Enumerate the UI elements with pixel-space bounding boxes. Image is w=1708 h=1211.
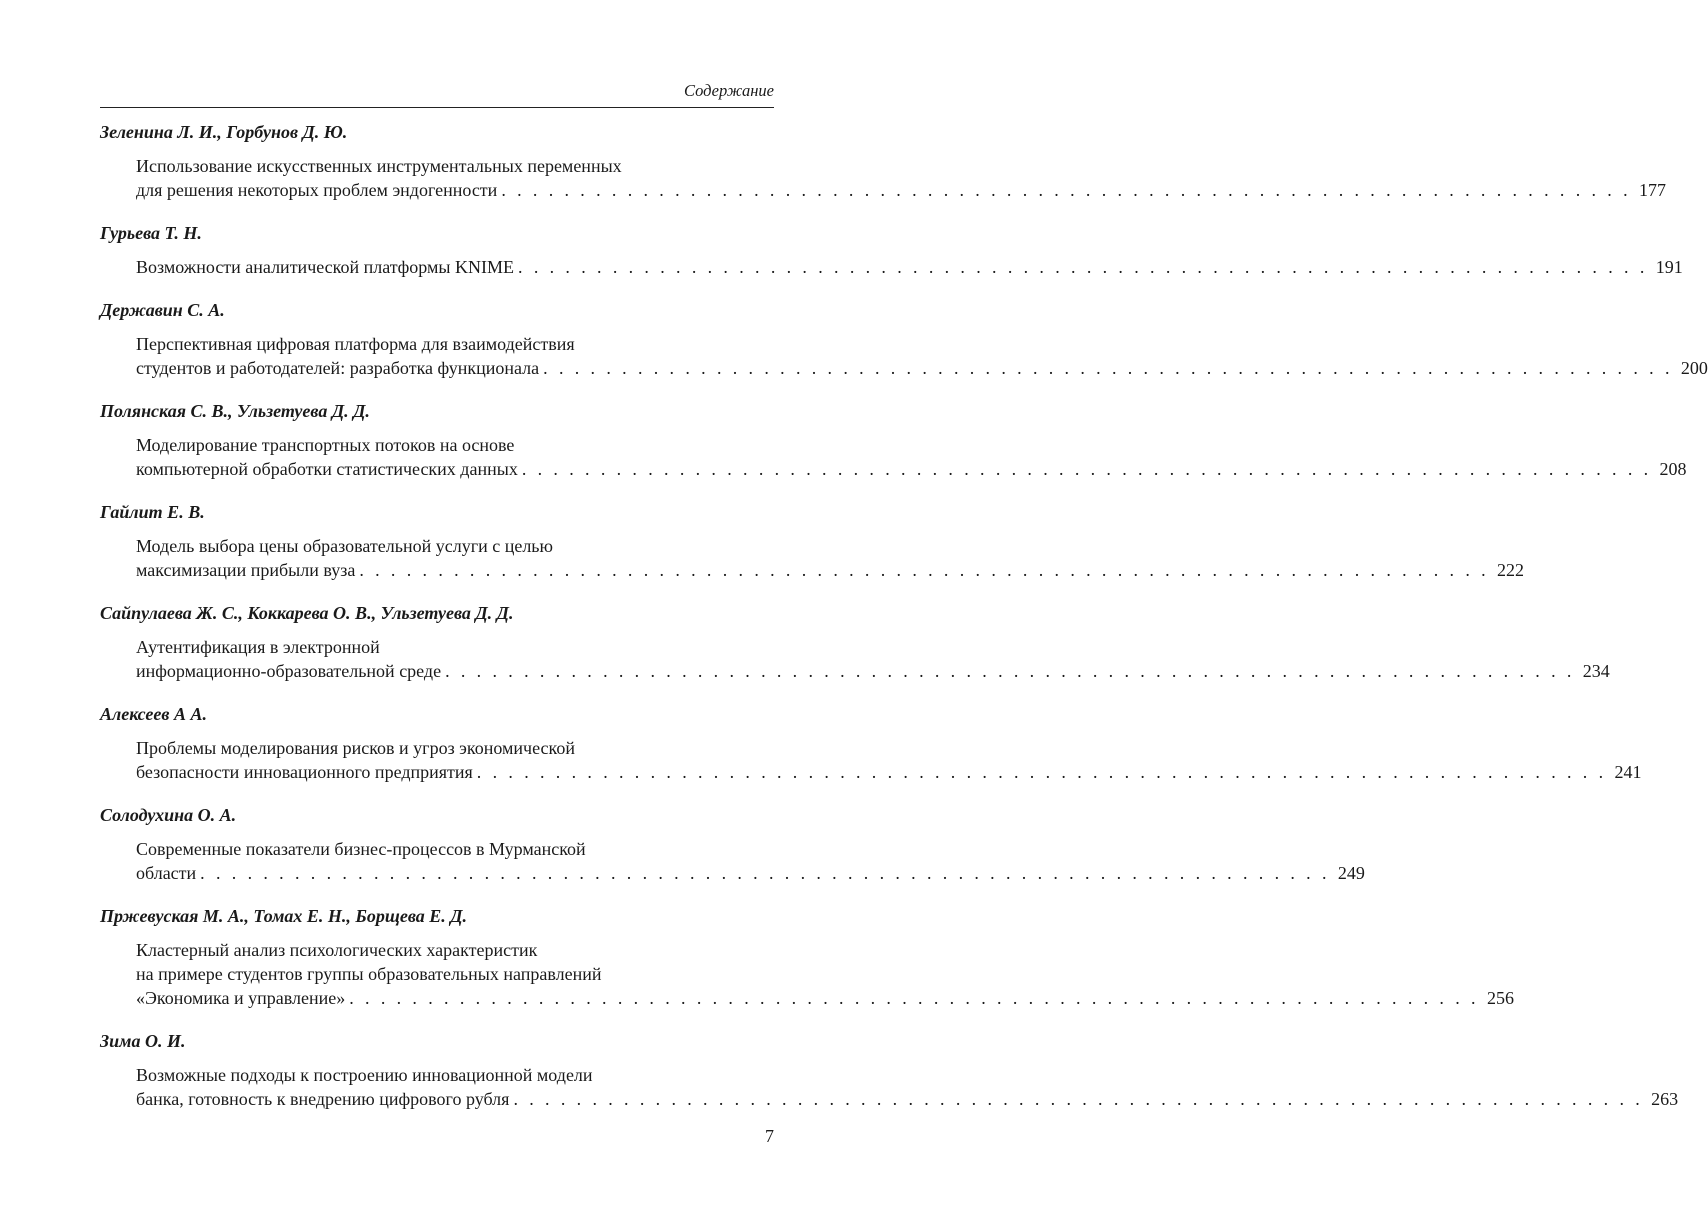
- toc-entry-title-text: компьютерной обработки статистических данных: [136, 459, 518, 479]
- toc-entry-title-line: Современные показатели бизнес-процессов в Мурманской: [136, 839, 586, 859]
- toc-entry-title-text: безопасности инновационного предприятия: [136, 762, 473, 782]
- toc-entry-authors: Гурьева Т. Н.: [100, 223, 202, 243]
- dot-leader: . . . . . . . . . . . . . . . . . . . . . . . . . . . . . . . . . . . . . . . . . . . . . . . . . . . . . . . . . . . . . . . . . . . . . . . .: [521, 459, 1652, 479]
- dot-leader: . . . . . . . . . . . . . . . . . . . . . . . . . . . . . . . . . . . . . . . . . . . . . . . . . . . . . . . . . . . . . . . . . . . . . . . .: [501, 180, 1632, 200]
- toc-entry-title-line: Модель выбора цены образовательной услуги с целью: [136, 536, 553, 556]
- toc-entry-title-last-line: [100, 1087, 1679, 1111]
- toc-entry-title-text: Возможности аналитической платформы KNIME: [136, 257, 515, 277]
- toc-entry-page: 191: [1655, 257, 1683, 277]
- toc-entry: [100, 500, 1525, 582]
- toc-entry: [100, 1029, 1679, 1111]
- toc-entry-title-last-line: [100, 659, 1610, 683]
- toc-entry-authors: Пржевуская М. А., Томах Е. Н., Борщева Е. Д.: [100, 906, 468, 926]
- toc-entry-title-last-line: [100, 760, 1642, 784]
- toc-entry-page: 249: [1337, 863, 1365, 883]
- dot-leader: . . . . . . . . . . . . . . . . . . . . . . . . . . . . . . . . . . . . . . . . . . . . . . . . . . . . . . . . . . . . . . . . . . . . . . . .: [513, 1089, 1644, 1109]
- toc-entry-title-last-line: [100, 558, 1525, 582]
- toc-entry-title-text: студентов и работодателей: разработка функционала: [136, 358, 540, 378]
- toc-entry-page: 208: [1659, 459, 1687, 479]
- toc-entry-title-text: максимизации прибыли вуза: [136, 560, 356, 580]
- toc-entry-page: 256: [1486, 988, 1514, 1008]
- dot-leader: . . . . . . . . . . . . . . . . . . . . . . . . . . . . . . . . . . . . . . . . . . . . . . . . . . . . . . . . . . . . . . . . . . . . . . . .: [518, 257, 1648, 277]
- toc-entry-page: 234: [1582, 661, 1610, 681]
- toc-entry-title-last-line: [100, 356, 1708, 380]
- page-number: 7: [765, 1126, 774, 1146]
- toc-entry-page: 241: [1614, 762, 1642, 782]
- toc-entry: [100, 702, 1642, 784]
- toc-entry: [100, 120, 1667, 202]
- dot-leader: . . . . . . . . . . . . . . . . . . . . . . . . . . . . . . . . . . . . . . . . . . . . . . . . . . . . . . . . . . . . . . . . . . . . . . . .: [445, 661, 1575, 681]
- toc-entry-authors: Сайпулаева Ж. С., Коккарева О. В., Ульзетуева Д. Д.: [100, 603, 514, 623]
- toc-entry-title-text: банка, готовность к внедрению цифрового рубля: [136, 1089, 510, 1109]
- toc-entry-authors: Зеленина Л. И., Горбунов Д. Ю.: [100, 122, 348, 142]
- toc-entry-authors: Солодухина О. А.: [100, 805, 237, 825]
- toc-entry-title-last-line: [100, 178, 1667, 202]
- toc-entry-title-line: Перспективная цифровая платформа для взаимодействия: [136, 334, 575, 354]
- toc-entry-title-text: информационно-образовательной среде: [136, 661, 442, 681]
- toc-entry-title-text: области: [136, 863, 197, 883]
- header-divider: [100, 107, 774, 108]
- toc-entry-authors: Гайлит Е. В.: [100, 502, 205, 522]
- toc-entry: [100, 601, 1610, 683]
- toc-entry-authors: Алексеев А А.: [100, 704, 207, 724]
- toc-entry-page: 177: [1639, 180, 1667, 200]
- dot-leader: . . . . . . . . . . . . . . . . . . . . . . . . . . . . . . . . . . . . . . . . . . . . . . . . . . . . . . . . . . . . . . . . . . . . . . . .: [200, 863, 1330, 883]
- toc-entry-title-last-line: [100, 986, 1514, 1010]
- toc-entry: [100, 399, 1687, 481]
- toc-entry-title-line: Возможные подходы к построению инновационной модели: [136, 1065, 593, 1085]
- toc-entry-title-line: на примере студентов группы образовательных направлений: [136, 964, 602, 984]
- toc-entry-title-line: Использование искусственных инструментальных переменных: [136, 156, 622, 176]
- dot-leader: . . . . . . . . . . . . . . . . . . . . . . . . . . . . . . . . . . . . . . . . . . . . . . . . . . . . . . . . . . . . . . . . . . . . . . . .: [543, 358, 1673, 378]
- toc-entry-page: 263: [1651, 1089, 1679, 1109]
- toc-entry-title-text: для решения некоторых проблем эндогенности: [136, 180, 498, 200]
- toc-entry-authors: Державин С. А.: [100, 300, 225, 320]
- dot-leader: . . . . . . . . . . . . . . . . . . . . . . . . . . . . . . . . . . . . . . . . . . . . . . . . . . . . . . . . . . . . . . . . . . . . . . . .: [349, 988, 1479, 1008]
- toc-entry: [100, 904, 1514, 1010]
- toc-entry: [100, 803, 1365, 885]
- toc-entry-title-line: Кластерный анализ психологических характеристик: [136, 940, 538, 960]
- toc-entry-authors: Полянская С. В., Ульзетуева Д. Д.: [100, 401, 370, 421]
- table-of-contents: [100, 120, 1708, 1130]
- toc-entry-title-line: Моделирование транспортных потоков на основе: [136, 435, 515, 455]
- toc-entry: [100, 221, 1683, 279]
- toc-entry-title-last-line: [100, 255, 1683, 279]
- dot-leader: . . . . . . . . . . . . . . . . . . . . . . . . . . . . . . . . . . . . . . . . . . . . . . . . . . . . . . . . . . . . . . . . . . . . . . . .: [359, 560, 1490, 580]
- toc-entry-title-last-line: [100, 861, 1365, 885]
- running-header-title: Содержание: [683, 81, 774, 100]
- toc-entry-authors: Зима О. И.: [100, 1031, 186, 1051]
- dot-leader: . . . . . . . . . . . . . . . . . . . . . . . . . . . . . . . . . . . . . . . . . . . . . . . . . . . . . . . . . . . . . . . . . . . . . . . .: [476, 762, 1607, 782]
- toc-entry: [100, 298, 1708, 380]
- toc-entry-title-line: Аутентификация в электронной: [136, 637, 380, 657]
- toc-entry-page: 200: [1680, 358, 1708, 378]
- toc-entry-title-last-line: [100, 457, 1687, 481]
- toc-entry-title-text: «Экономика и управление»: [136, 988, 346, 1008]
- toc-entry-title-line: Проблемы моделирования рисков и угроз экономической: [136, 738, 575, 758]
- toc-entry-page: 222: [1497, 560, 1525, 580]
